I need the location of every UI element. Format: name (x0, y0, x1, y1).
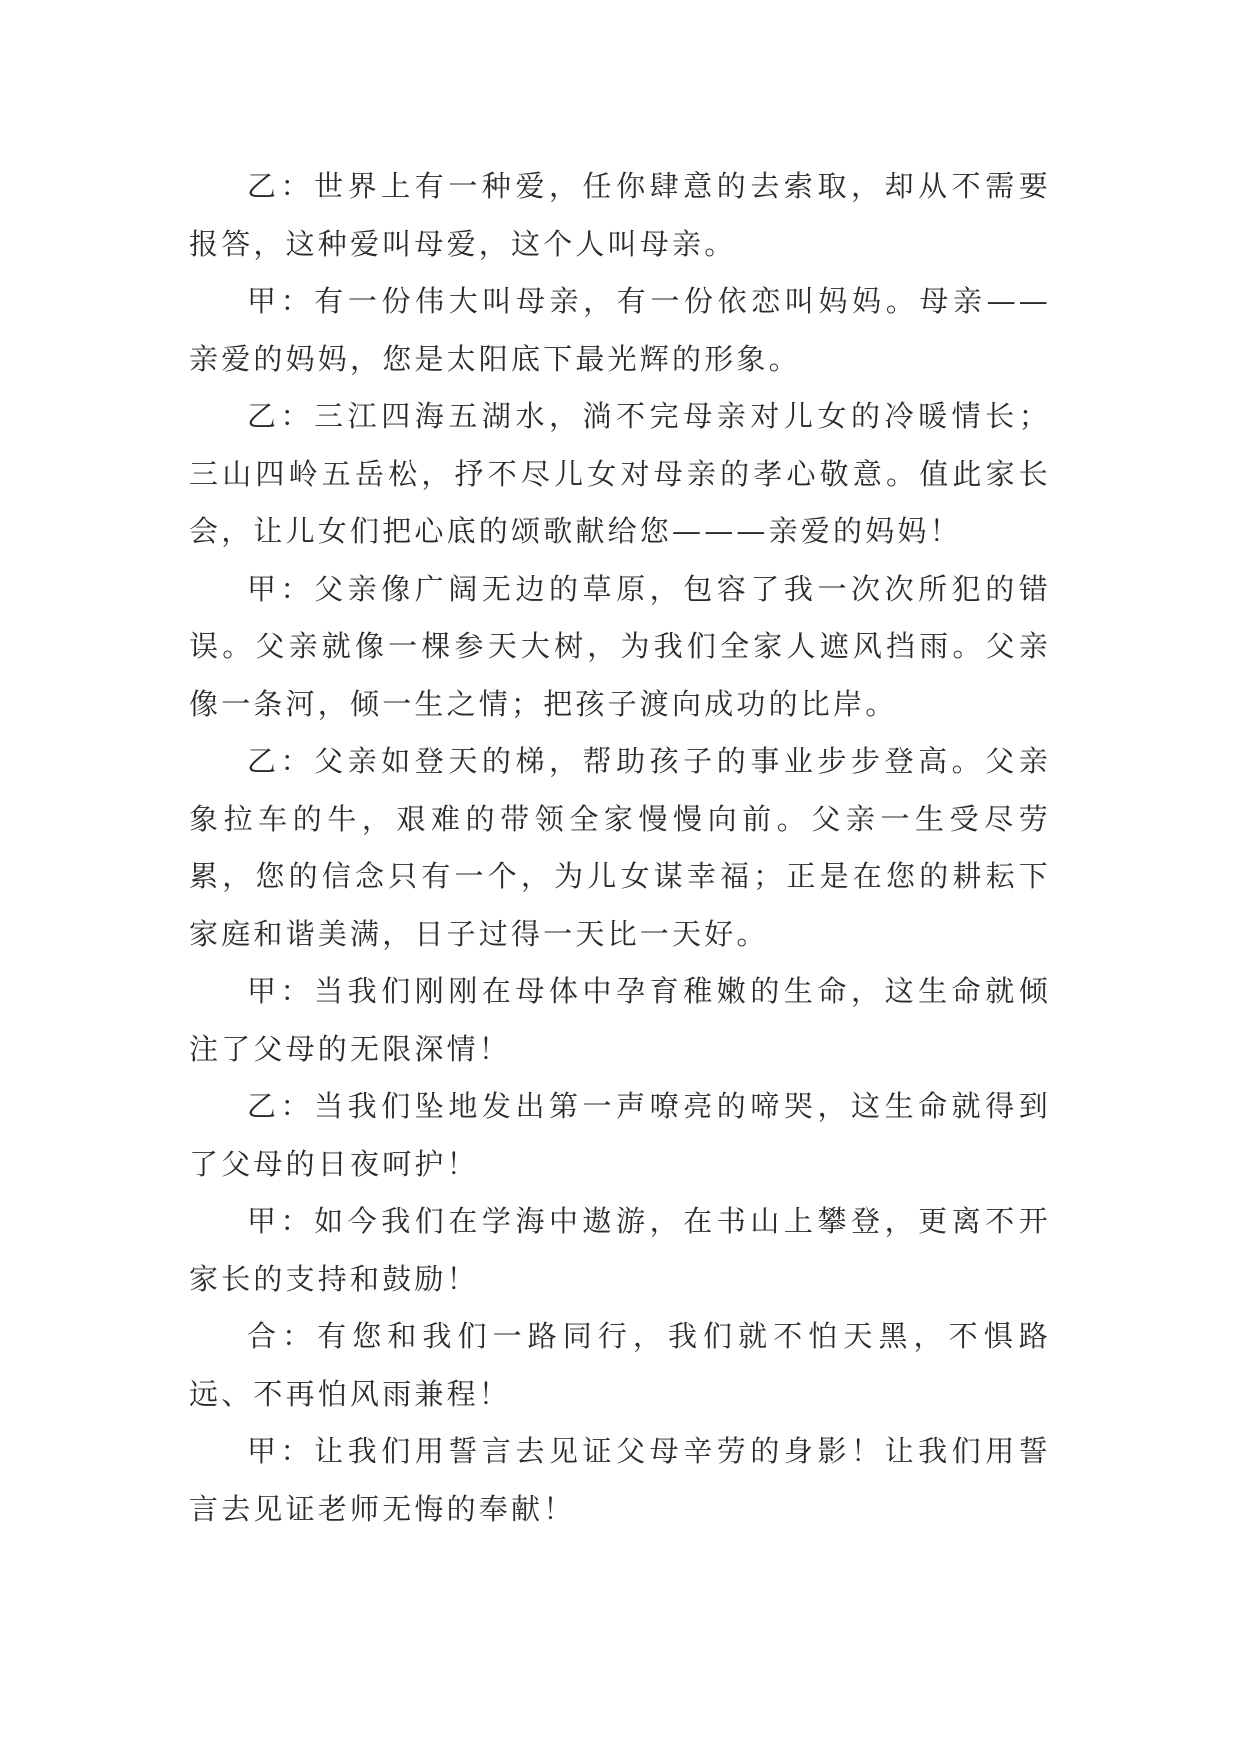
paragraph: 甲：如今我们在学海中遨游，在书山上攀登，更离不开家长的支持和鼓励！ (189, 1204, 1051, 1296)
paragraph: 甲：当我们刚刚在母体中孕育稚嫩的生命，这生命就倾注了父母的无限深情！ (189, 974, 1051, 1066)
paragraph: 乙：世界上有一种爱，任你肆意的去索取，却从不需要报答，这种爱叫母爱，这个人叫母亲。 (189, 169, 1051, 261)
paragraph: 甲：让我们用誓言去见证父母辛劳的身影！让我们用誓言去见证老师无悔的奉献！ (189, 1434, 1051, 1526)
paragraph: 乙：当我们坠地发出第一声嘹亮的啼哭，这生命就得到了父母的日夜呵护！ (189, 1089, 1051, 1181)
document-body (189, 158, 1051, 1538)
paragraph: 乙：父亲如登天的梯，帮助孩子的事业步步登高。父亲象拉车的牛，艰难的带领全家慢慢向前。父亲一生受尽劳累，您的信念只有一个，为儿女谋幸福；正是在您的耕耘下家庭和谐美满，日子过得一天比一天好。 (189, 744, 1051, 951)
paragraph: 乙：三江四海五湖水，淌不完母亲对儿女的冷暖情长；三山四岭五岳松，抒不尽儿女对母亲的孝心敬意。值此家长会，让儿女们把心底的颂歌献给您———亲爱的妈妈！ (189, 399, 1051, 548)
paragraph: 甲：父亲像广阔无边的草原，包容了我一次次所犯的错误。父亲就像一棵参天大树，为我们全家人遮风挡雨。父亲像一条河，倾一生之情；把孩子渡向成功的比岸。 (189, 571, 1051, 721)
paragraph: 合：有您和我们一路同行，我们就不怕天黑，不惧路远、不再怕风雨兼程！ (189, 1319, 1051, 1411)
paragraph: 甲：有一份伟大叫母亲，有一份依恋叫妈妈。母亲——亲爱的妈妈，您是太阳底下最光辉的形象。 (189, 284, 1051, 376)
